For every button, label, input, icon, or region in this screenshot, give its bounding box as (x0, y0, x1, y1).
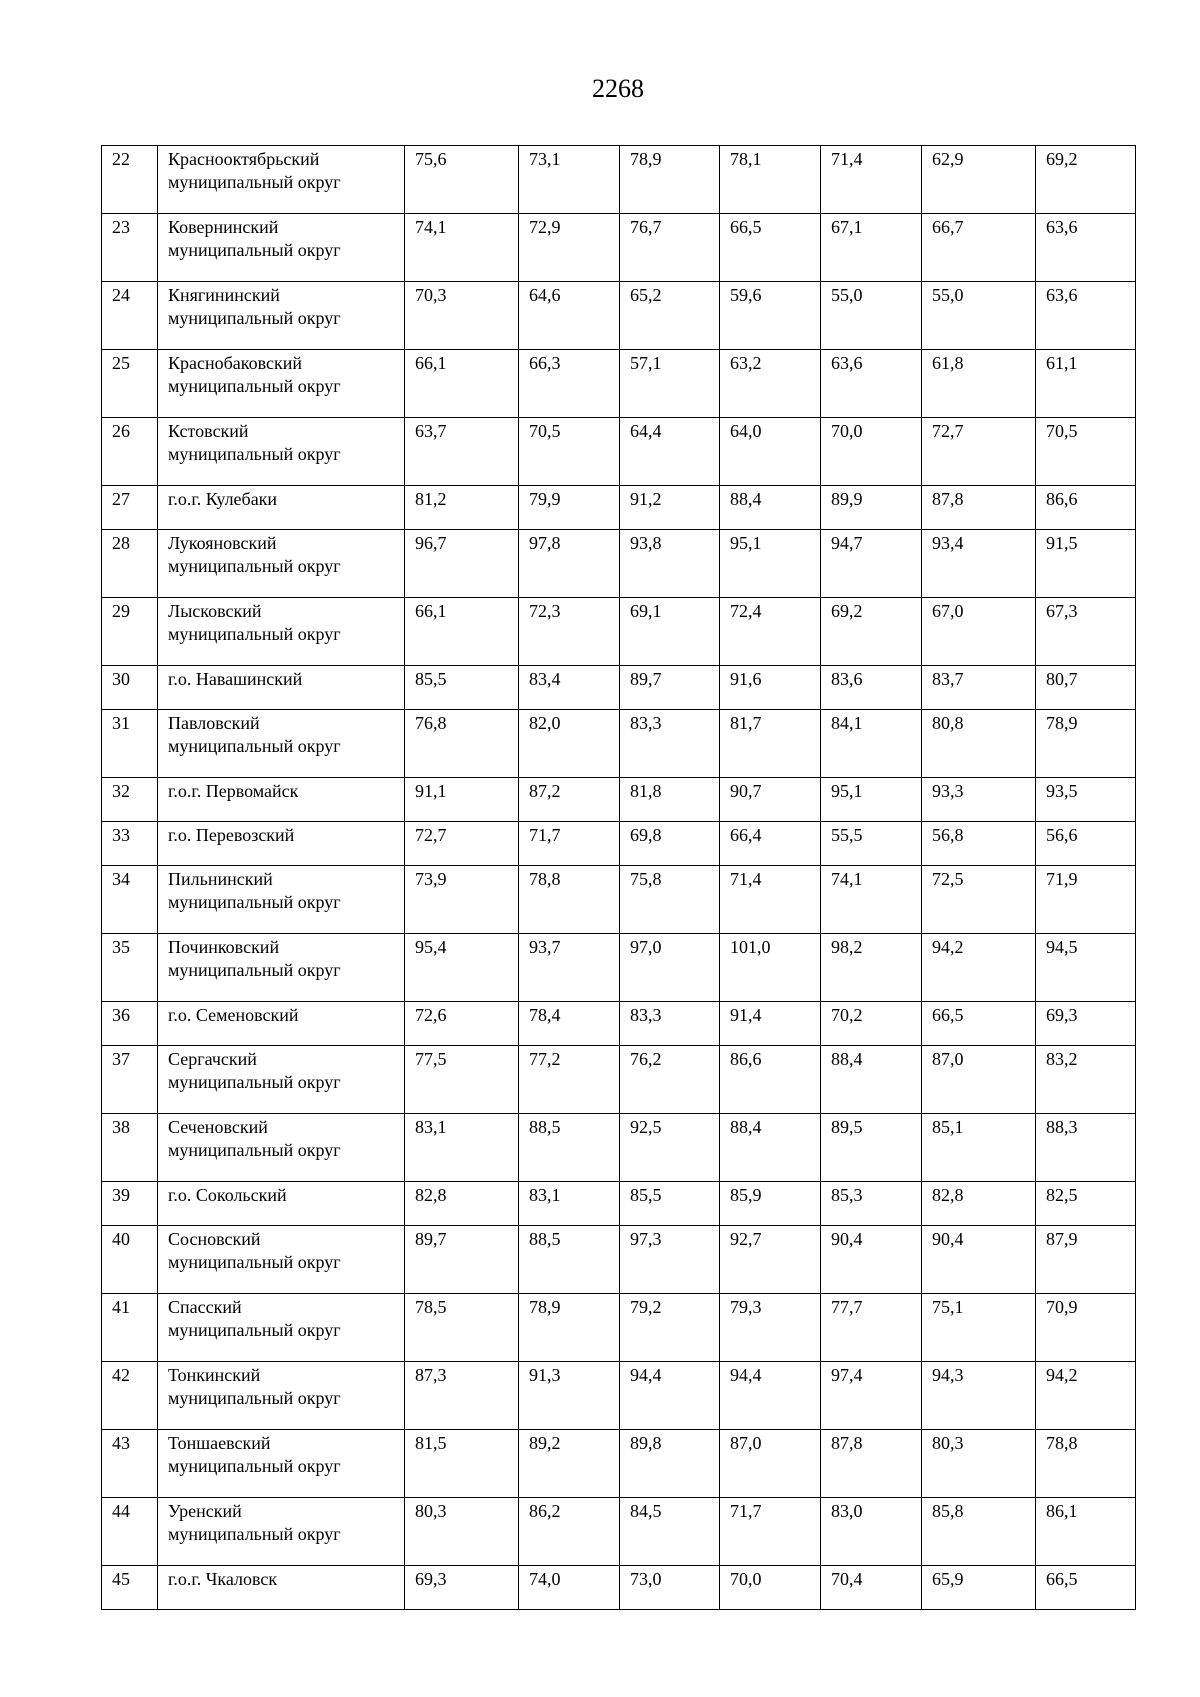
page-number: 2268 (592, 74, 644, 103)
municipality-name-cell (158, 1002, 405, 1046)
row-number-cell: 39 (102, 1182, 158, 1226)
value-cell: 90,4 (922, 1226, 1036, 1294)
value-cell: 78,9 (620, 146, 720, 214)
value-cell: 78,4 (519, 1002, 620, 1046)
value-cell: 94,7 (821, 530, 922, 598)
municipality-name-line: муниципальный округ (168, 1140, 341, 1160)
value-cell: 61,1 (1036, 350, 1136, 418)
municipality-name-line: муниципальный округ (168, 1388, 341, 1408)
value-cell: 62,9 (922, 146, 1036, 214)
value-cell: 78,9 (1036, 710, 1136, 778)
value-cell: 78,5 (405, 1294, 519, 1362)
value-cell: 86,2 (519, 1498, 620, 1566)
row-number-cell: 43 (102, 1430, 158, 1498)
value-cell: 66,4 (720, 822, 821, 866)
municipality-name-cell (158, 146, 405, 214)
table-row (102, 418, 1136, 486)
value-cell: 76,7 (620, 214, 720, 282)
table-row (102, 1294, 1136, 1362)
value-cell: 89,8 (620, 1430, 720, 1498)
row-number-cell: 34 (102, 866, 158, 934)
value-cell: 83,7 (922, 666, 1036, 710)
table-row (102, 282, 1136, 350)
value-cell: 89,5 (821, 1114, 922, 1182)
value-cell: 87,8 (922, 486, 1036, 530)
municipality-name-line: муниципальный округ (168, 1252, 341, 1272)
value-cell: 101,0 (720, 934, 821, 1002)
row-number-cell: 33 (102, 822, 158, 866)
value-cell: 79,2 (620, 1294, 720, 1362)
value-cell: 86,1 (1036, 1498, 1136, 1566)
municipality-name-line: муниципальный округ (168, 308, 341, 328)
value-cell: 77,5 (405, 1046, 519, 1114)
table-row (102, 530, 1136, 598)
municipality-name-line: Княгининский (168, 285, 280, 305)
value-cell: 71,7 (720, 1498, 821, 1566)
value-cell: 61,8 (922, 350, 1036, 418)
value-cell: 73,1 (519, 146, 620, 214)
row-number-cell: 45 (102, 1566, 158, 1610)
value-cell: 94,3 (922, 1362, 1036, 1430)
value-cell: 57,1 (620, 350, 720, 418)
municipality-name-line: муниципальный округ (168, 736, 341, 756)
row-number-cell: 37 (102, 1046, 158, 1114)
table-row (102, 822, 1136, 866)
municipality-name-cell (158, 1362, 405, 1430)
value-cell: 88,4 (720, 486, 821, 530)
value-cell: 91,2 (620, 486, 720, 530)
table-row (102, 866, 1136, 934)
value-cell: 76,8 (405, 710, 519, 778)
value-cell: 67,0 (922, 598, 1036, 666)
value-cell: 95,4 (405, 934, 519, 1002)
table-row (102, 1114, 1136, 1182)
value-cell: 55,0 (821, 282, 922, 350)
value-cell: 86,6 (1036, 486, 1136, 530)
value-cell: 93,4 (922, 530, 1036, 598)
value-cell: 80,3 (405, 1498, 519, 1566)
municipality-name-line: г.о.г. Первомайск (168, 781, 299, 801)
value-cell: 66,5 (1036, 1566, 1136, 1610)
value-cell: 94,2 (1036, 1362, 1136, 1430)
value-cell: 72,6 (405, 1002, 519, 1046)
value-cell: 83,6 (821, 666, 922, 710)
value-cell: 69,3 (405, 1566, 519, 1610)
value-cell: 89,2 (519, 1430, 620, 1498)
value-cell: 63,6 (1036, 282, 1136, 350)
value-cell: 81,8 (620, 778, 720, 822)
value-cell: 70,0 (821, 418, 922, 486)
value-cell: 67,1 (821, 214, 922, 282)
row-number-cell: 42 (102, 1362, 158, 1430)
value-cell: 93,7 (519, 934, 620, 1002)
value-cell: 76,2 (620, 1046, 720, 1114)
table-row (102, 214, 1136, 282)
municipality-name-cell (158, 1430, 405, 1498)
value-cell: 88,3 (1036, 1114, 1136, 1182)
value-cell: 73,9 (405, 866, 519, 934)
municipality-name-cell (158, 530, 405, 598)
value-cell: 63,7 (405, 418, 519, 486)
value-cell: 67,3 (1036, 598, 1136, 666)
value-cell: 85,1 (922, 1114, 1036, 1182)
municipality-name-cell (158, 282, 405, 350)
value-cell: 66,7 (922, 214, 1036, 282)
value-cell: 72,7 (405, 822, 519, 866)
municipality-name-cell (158, 1114, 405, 1182)
value-cell: 90,7 (720, 778, 821, 822)
value-cell: 79,9 (519, 486, 620, 530)
value-cell: 92,5 (620, 1114, 720, 1182)
municipality-name-cell (158, 822, 405, 866)
value-cell: 71,4 (821, 146, 922, 214)
value-cell: 69,2 (821, 598, 922, 666)
municipality-name-line: г.о. Сокольский (168, 1185, 287, 1205)
value-cell: 87,9 (1036, 1226, 1136, 1294)
municipality-name-line: Сеченовский (168, 1117, 268, 1137)
municipality-name-line: муниципальный округ (168, 1456, 341, 1476)
value-cell: 82,8 (405, 1182, 519, 1226)
value-cell: 80,7 (1036, 666, 1136, 710)
value-cell: 56,8 (922, 822, 1036, 866)
value-cell: 89,9 (821, 486, 922, 530)
table-row (102, 778, 1136, 822)
row-number-cell: 24 (102, 282, 158, 350)
value-cell: 90,4 (821, 1226, 922, 1294)
value-cell: 87,8 (821, 1430, 922, 1498)
value-cell: 79,3 (720, 1294, 821, 1362)
municipality-name-line: муниципальный округ (168, 444, 341, 464)
value-cell: 66,3 (519, 350, 620, 418)
value-cell: 71,7 (519, 822, 620, 866)
value-cell: 91,6 (720, 666, 821, 710)
municipality-name-cell (158, 1566, 405, 1610)
value-cell: 74,1 (405, 214, 519, 282)
municipality-name-cell (158, 418, 405, 486)
municipality-name-line: г.о.г. Чкаловск (168, 1569, 278, 1589)
value-cell: 55,0 (922, 282, 1036, 350)
data-table (101, 145, 1136, 1610)
value-cell: 66,5 (720, 214, 821, 282)
value-cell: 85,3 (821, 1182, 922, 1226)
value-cell: 84,1 (821, 710, 922, 778)
municipality-name-line: Лукояновский (168, 533, 277, 553)
municipality-name-line: муниципальный округ (168, 624, 341, 644)
value-cell: 69,3 (1036, 1002, 1136, 1046)
value-cell: 91,4 (720, 1002, 821, 1046)
value-cell: 77,2 (519, 1046, 620, 1114)
row-number-cell: 22 (102, 146, 158, 214)
value-cell: 82,0 (519, 710, 620, 778)
municipality-name-line: Починковский (168, 937, 280, 957)
value-cell: 64,0 (720, 418, 821, 486)
value-cell: 74,0 (519, 1566, 620, 1610)
value-cell: 83,2 (1036, 1046, 1136, 1114)
municipality-name-line: г.о. Перевозский (168, 825, 295, 845)
value-cell: 71,4 (720, 866, 821, 934)
value-cell: 66,1 (405, 598, 519, 666)
value-cell: 89,7 (405, 1226, 519, 1294)
value-cell: 85,5 (620, 1182, 720, 1226)
value-cell: 82,8 (922, 1182, 1036, 1226)
value-cell: 56,6 (1036, 822, 1136, 866)
row-number-cell: 26 (102, 418, 158, 486)
value-cell: 74,1 (821, 866, 922, 934)
value-cell: 72,3 (519, 598, 620, 666)
value-cell: 87,0 (922, 1046, 1036, 1114)
value-cell: 71,9 (1036, 866, 1136, 934)
value-cell: 87,0 (720, 1430, 821, 1498)
municipality-name-cell (158, 778, 405, 822)
municipality-name-cell (158, 1226, 405, 1294)
row-number-cell: 36 (102, 1002, 158, 1046)
value-cell: 70,5 (519, 418, 620, 486)
value-cell: 87,2 (519, 778, 620, 822)
row-number-cell: 44 (102, 1498, 158, 1566)
value-cell: 97,8 (519, 530, 620, 598)
value-cell: 83,1 (519, 1182, 620, 1226)
value-cell: 94,4 (720, 1362, 821, 1430)
row-number-cell: 38 (102, 1114, 158, 1182)
municipality-name-line: муниципальный округ (168, 556, 341, 576)
value-cell: 70,0 (720, 1566, 821, 1610)
municipality-name-line: муниципальный округ (168, 1072, 341, 1092)
municipality-name-line: муниципальный округ (168, 960, 341, 980)
municipality-name-cell (158, 1182, 405, 1226)
value-cell: 78,9 (519, 1294, 620, 1362)
value-cell: 98,2 (821, 934, 922, 1002)
value-cell: 81,7 (720, 710, 821, 778)
municipality-name-line: Павловский (168, 713, 260, 733)
value-cell: 77,7 (821, 1294, 922, 1362)
value-cell: 78,1 (720, 146, 821, 214)
value-cell: 72,5 (922, 866, 1036, 934)
value-cell: 66,1 (405, 350, 519, 418)
value-cell: 69,1 (620, 598, 720, 666)
municipality-name-line: муниципальный округ (168, 172, 341, 192)
municipality-name-line: Сосновский (168, 1229, 261, 1249)
value-cell: 83,3 (620, 1002, 720, 1046)
table-row (102, 598, 1136, 666)
row-number-cell: 41 (102, 1294, 158, 1362)
value-cell: 95,1 (821, 778, 922, 822)
value-cell: 89,7 (620, 666, 720, 710)
municipality-name-cell (158, 1294, 405, 1362)
value-cell: 72,4 (720, 598, 821, 666)
municipality-name-cell (158, 934, 405, 1002)
value-cell: 75,6 (405, 146, 519, 214)
value-cell: 88,4 (821, 1046, 922, 1114)
value-cell: 85,8 (922, 1498, 1036, 1566)
value-cell: 93,8 (620, 530, 720, 598)
municipality-name-line: г.о. Навашинский (168, 669, 303, 689)
municipality-name-line: Краснобаковский (168, 353, 302, 373)
value-cell: 78,8 (1036, 1430, 1136, 1498)
value-cell: 88,5 (519, 1114, 620, 1182)
municipality-name-line: Тонкинский (168, 1365, 261, 1385)
municipality-name-line: Ковернинский (168, 217, 279, 237)
table-row (102, 350, 1136, 418)
value-cell: 97,3 (620, 1226, 720, 1294)
table-row (102, 934, 1136, 1002)
table-body (102, 146, 1136, 1610)
value-cell: 72,9 (519, 214, 620, 282)
row-number-cell: 32 (102, 778, 158, 822)
municipality-name-line: Пильнинский (168, 869, 273, 889)
value-cell: 81,5 (405, 1430, 519, 1498)
value-cell: 85,5 (405, 666, 519, 710)
value-cell: 82,5 (1036, 1182, 1136, 1226)
value-cell: 80,3 (922, 1430, 1036, 1498)
value-cell: 88,4 (720, 1114, 821, 1182)
municipality-name-line: Краснооктябрьский (168, 149, 320, 169)
value-cell: 94,2 (922, 934, 1036, 1002)
value-cell: 73,0 (620, 1566, 720, 1610)
municipality-name-line: г.о. Семеновский (168, 1005, 299, 1025)
value-cell: 75,1 (922, 1294, 1036, 1362)
municipality-name-line: муниципальный округ (168, 892, 341, 912)
value-cell: 91,5 (1036, 530, 1136, 598)
value-cell: 94,4 (620, 1362, 720, 1430)
municipality-name-cell (158, 598, 405, 666)
municipality-name-line: Тоншаевский (168, 1433, 271, 1453)
value-cell: 93,3 (922, 778, 1036, 822)
value-cell: 86,6 (720, 1046, 821, 1114)
municipality-name-cell (158, 866, 405, 934)
municipality-name-cell (158, 214, 405, 282)
municipality-name-line: Уренский (168, 1501, 242, 1521)
municipality-name-line: Спасский (168, 1297, 242, 1317)
table-row (102, 710, 1136, 778)
value-cell: 91,3 (519, 1362, 620, 1430)
municipality-name-line: муниципальный округ (168, 376, 341, 396)
value-cell: 66,5 (922, 1002, 1036, 1046)
value-cell: 83,4 (519, 666, 620, 710)
municipality-name-line: г.о.г. Кулебаки (168, 489, 278, 509)
value-cell: 92,7 (720, 1226, 821, 1294)
value-cell: 64,4 (620, 418, 720, 486)
value-cell: 70,9 (1036, 1294, 1136, 1362)
value-cell: 65,2 (620, 282, 720, 350)
value-cell: 88,5 (519, 1226, 620, 1294)
municipality-name-line: муниципальный округ (168, 1524, 341, 1544)
value-cell: 95,1 (720, 530, 821, 598)
municipality-name-line: Кстовский (168, 421, 249, 441)
value-cell: 91,1 (405, 778, 519, 822)
municipality-name-line: муниципальный округ (168, 1320, 341, 1340)
value-cell: 93,5 (1036, 778, 1136, 822)
table-row (102, 486, 1136, 530)
table-row (102, 1566, 1136, 1610)
value-cell: 65,9 (922, 1566, 1036, 1610)
value-cell: 96,7 (405, 530, 519, 598)
row-number-cell: 25 (102, 350, 158, 418)
municipality-name-line: Лысковский (168, 601, 262, 621)
value-cell: 55,5 (821, 822, 922, 866)
row-number-cell: 29 (102, 598, 158, 666)
municipality-name-cell (158, 666, 405, 710)
row-number-cell: 23 (102, 214, 158, 282)
value-cell: 63,2 (720, 350, 821, 418)
municipality-name-line: Сергачский (168, 1049, 257, 1069)
value-cell: 63,6 (1036, 214, 1136, 282)
value-cell: 70,3 (405, 282, 519, 350)
municipality-name-line: муниципальный округ (168, 240, 341, 260)
table-row (102, 666, 1136, 710)
value-cell: 84,5 (620, 1498, 720, 1566)
row-number-cell: 31 (102, 710, 158, 778)
value-cell: 94,5 (1036, 934, 1136, 1002)
table-row (102, 1002, 1136, 1046)
row-number-cell: 30 (102, 666, 158, 710)
table-row (102, 1046, 1136, 1114)
table-row (102, 1226, 1136, 1294)
table-row (102, 1430, 1136, 1498)
value-cell: 63,6 (821, 350, 922, 418)
municipality-name-cell (158, 350, 405, 418)
municipality-name-cell (158, 1046, 405, 1114)
value-cell: 78,8 (519, 866, 620, 934)
municipality-name-cell (158, 486, 405, 530)
value-cell: 87,3 (405, 1362, 519, 1430)
value-cell: 97,0 (620, 934, 720, 1002)
row-number-cell: 40 (102, 1226, 158, 1294)
row-number-cell: 35 (102, 934, 158, 1002)
value-cell: 83,3 (620, 710, 720, 778)
municipality-name-cell (158, 1498, 405, 1566)
value-cell: 70,5 (1036, 418, 1136, 486)
row-number-cell: 28 (102, 530, 158, 598)
value-cell: 70,4 (821, 1566, 922, 1610)
table-row (102, 1362, 1136, 1430)
value-cell: 80,8 (922, 710, 1036, 778)
table-row (102, 1498, 1136, 1566)
value-cell: 75,8 (620, 866, 720, 934)
table-row (102, 1182, 1136, 1226)
value-cell: 69,2 (1036, 146, 1136, 214)
value-cell: 85,9 (720, 1182, 821, 1226)
row-number-cell: 27 (102, 486, 158, 530)
municipality-name-cell (158, 710, 405, 778)
value-cell: 83,1 (405, 1114, 519, 1182)
table-row (102, 146, 1136, 214)
value-cell: 70,2 (821, 1002, 922, 1046)
value-cell: 97,4 (821, 1362, 922, 1430)
value-cell: 69,8 (620, 822, 720, 866)
value-cell: 81,2 (405, 486, 519, 530)
value-cell: 59,6 (720, 282, 821, 350)
value-cell: 72,7 (922, 418, 1036, 486)
value-cell: 64,6 (519, 282, 620, 350)
value-cell: 83,0 (821, 1498, 922, 1566)
